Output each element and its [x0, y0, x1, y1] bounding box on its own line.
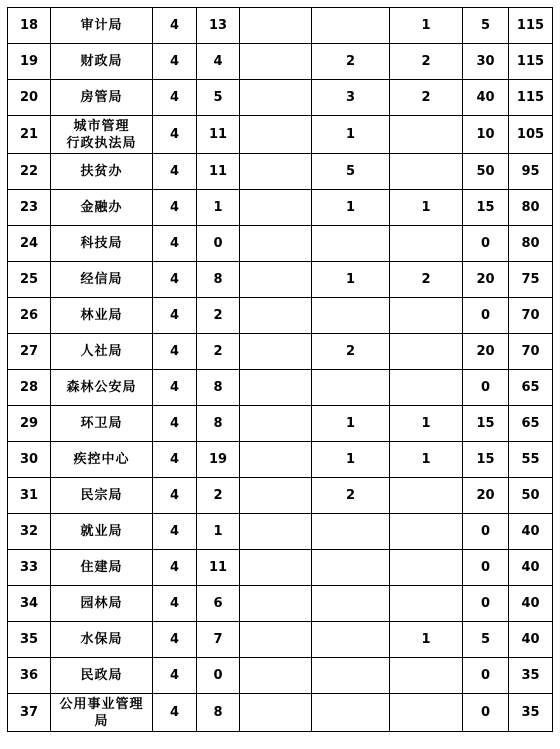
ranking-table — [7, 7, 553, 732]
score-col-3-cell — [240, 622, 312, 658]
table-row — [8, 406, 553, 442]
score-col-2-cell: 2 — [197, 334, 240, 370]
row-number-cell: 22 — [8, 154, 51, 190]
score-col-6-cell: 30 — [463, 44, 509, 80]
department-name-line: 环卫局 — [80, 416, 123, 431]
total-score-cell: 115 — [509, 44, 553, 80]
score-col-6-cell: 10 — [463, 116, 509, 154]
score-col-6-cell: 0 — [463, 226, 509, 262]
department-name-line: 城市管理 — [73, 118, 130, 134]
department-name-line: 民宗局 — [80, 488, 123, 503]
score-col-3-cell — [240, 44, 312, 80]
total-score-cell: 55 — [509, 442, 553, 478]
row-number-cell: 30 — [8, 442, 51, 478]
score-col-3-cell — [240, 226, 312, 262]
score-col-2-cell: 11 — [197, 116, 240, 154]
row-number-cell: 21 — [8, 116, 51, 154]
score-col-6-cell: 0 — [463, 694, 509, 732]
score-col-2-cell: 11 — [197, 550, 240, 586]
score-col-6-cell: 0 — [463, 658, 509, 694]
score-col-3-cell — [240, 298, 312, 334]
department-name-cell — [51, 116, 153, 154]
score-col-4-cell: 1 — [312, 442, 390, 478]
department-name-line: 财政局 — [80, 54, 123, 69]
total-score-cell: 40 — [509, 586, 553, 622]
score-col-6-cell: 20 — [463, 478, 509, 514]
department-name-cell — [51, 406, 153, 442]
total-score-cell: 75 — [509, 262, 553, 298]
department-name-cell — [51, 442, 153, 478]
department-name-line: 科技局 — [80, 236, 123, 251]
score-col-5-cell — [390, 586, 463, 622]
score-col-4-cell — [312, 298, 390, 334]
row-number-cell: 20 — [8, 80, 51, 116]
score-col-5-cell — [390, 694, 463, 732]
table-row — [8, 262, 553, 298]
score-col-4-cell — [312, 694, 390, 732]
ranking-table-body — [8, 8, 553, 732]
total-score-cell: 80 — [509, 190, 553, 226]
department-name-cell — [51, 478, 153, 514]
score-col-1-cell: 4 — [153, 298, 197, 334]
score-col-3-cell — [240, 154, 312, 190]
score-col-2-cell: 1 — [197, 514, 240, 550]
score-col-2-cell: 8 — [197, 694, 240, 732]
row-number-cell: 25 — [8, 262, 51, 298]
score-col-2-cell: 8 — [197, 262, 240, 298]
total-score-cell: 40 — [509, 622, 553, 658]
total-score-cell: 105 — [509, 116, 553, 154]
score-col-4-cell — [312, 370, 390, 406]
score-col-3-cell — [240, 370, 312, 406]
table-row — [8, 334, 553, 370]
department-name-line: 审计局 — [80, 18, 123, 33]
department-name-line: 水保局 — [80, 632, 123, 647]
score-col-5-cell — [390, 334, 463, 370]
department-name-line: 园林局 — [80, 596, 123, 611]
department-name-cell — [51, 298, 153, 334]
score-col-4-cell — [312, 550, 390, 586]
score-col-2-cell: 0 — [197, 226, 240, 262]
score-col-1-cell: 4 — [153, 550, 197, 586]
department-name-cell — [51, 262, 153, 298]
total-score-cell: 50 — [509, 478, 553, 514]
row-number-cell: 26 — [8, 298, 51, 334]
score-col-3-cell — [240, 190, 312, 226]
score-col-2-cell: 4 — [197, 44, 240, 80]
score-col-6-cell: 5 — [463, 622, 509, 658]
row-number-cell: 33 — [8, 550, 51, 586]
score-col-3-cell — [240, 8, 312, 44]
row-number-cell: 18 — [8, 8, 51, 44]
score-col-1-cell: 4 — [153, 694, 197, 732]
score-col-3-cell — [240, 116, 312, 154]
table-row — [8, 550, 553, 586]
score-col-5-cell — [390, 658, 463, 694]
score-col-6-cell: 40 — [463, 80, 509, 116]
score-col-1-cell: 4 — [153, 226, 197, 262]
score-col-2-cell: 0 — [197, 658, 240, 694]
score-col-2-cell: 8 — [197, 406, 240, 442]
score-col-6-cell: 5 — [463, 8, 509, 44]
department-name-cell — [51, 44, 153, 80]
score-col-6-cell: 0 — [463, 370, 509, 406]
score-col-1-cell: 4 — [153, 514, 197, 550]
table-row — [8, 370, 553, 406]
score-col-1-cell: 4 — [153, 658, 197, 694]
row-number-cell: 24 — [8, 226, 51, 262]
department-name-cell — [51, 154, 153, 190]
table-row — [8, 442, 553, 478]
table-row — [8, 514, 553, 550]
score-col-6-cell: 0 — [463, 586, 509, 622]
score-col-2-cell: 5 — [197, 80, 240, 116]
department-name-line: 森林公安局 — [66, 380, 137, 395]
department-name-cell — [51, 8, 153, 44]
row-number-cell: 32 — [8, 514, 51, 550]
department-name-cell — [51, 586, 153, 622]
score-col-5-cell: 1 — [390, 406, 463, 442]
score-col-3-cell — [240, 262, 312, 298]
score-col-5-cell — [390, 514, 463, 550]
department-name-line: 民政局 — [80, 668, 123, 683]
total-score-cell: 65 — [509, 370, 553, 406]
table-row — [8, 154, 553, 190]
total-score-cell: 95 — [509, 154, 553, 190]
score-col-1-cell: 4 — [153, 8, 197, 44]
department-name-line: 住建局 — [80, 560, 123, 575]
score-col-5-cell: 2 — [390, 80, 463, 116]
score-col-1-cell: 4 — [153, 262, 197, 298]
score-col-1-cell: 4 — [153, 190, 197, 226]
row-number-cell: 29 — [8, 406, 51, 442]
total-score-cell: 35 — [509, 658, 553, 694]
total-score-cell: 115 — [509, 8, 553, 44]
score-col-3-cell — [240, 478, 312, 514]
score-col-4-cell — [312, 514, 390, 550]
score-col-4-cell — [312, 8, 390, 44]
score-col-6-cell: 50 — [463, 154, 509, 190]
table-row — [8, 586, 553, 622]
department-name-line: 经信局 — [80, 272, 123, 287]
table-row — [8, 8, 553, 44]
department-name-line: 行政执法局 — [66, 135, 137, 151]
score-col-2-cell: 1 — [197, 190, 240, 226]
row-number-cell: 37 — [8, 694, 51, 732]
score-col-3-cell — [240, 694, 312, 732]
score-col-5-cell: 1 — [390, 622, 463, 658]
score-col-2-cell: 13 — [197, 8, 240, 44]
department-name-line: 金融办 — [80, 200, 123, 215]
score-col-6-cell: 15 — [463, 190, 509, 226]
score-col-2-cell: 11 — [197, 154, 240, 190]
department-name-cell — [51, 622, 153, 658]
score-col-6-cell: 20 — [463, 334, 509, 370]
row-number-cell: 23 — [8, 190, 51, 226]
table-row — [8, 226, 553, 262]
score-col-3-cell — [240, 586, 312, 622]
score-col-3-cell — [240, 442, 312, 478]
score-col-5-cell — [390, 226, 463, 262]
score-col-2-cell: 2 — [197, 478, 240, 514]
score-col-4-cell: 1 — [312, 190, 390, 226]
row-number-cell: 19 — [8, 44, 51, 80]
score-col-4-cell: 1 — [312, 116, 390, 154]
score-col-1-cell: 4 — [153, 44, 197, 80]
score-col-3-cell — [240, 406, 312, 442]
score-col-1-cell: 4 — [153, 370, 197, 406]
table-row — [8, 298, 553, 334]
score-col-3-cell — [240, 550, 312, 586]
table-row — [8, 44, 553, 80]
score-col-5-cell — [390, 298, 463, 334]
total-score-cell: 65 — [509, 406, 553, 442]
row-number-cell: 31 — [8, 478, 51, 514]
table-row — [8, 478, 553, 514]
score-col-6-cell: 0 — [463, 298, 509, 334]
total-score-cell: 70 — [509, 334, 553, 370]
score-col-5-cell: 2 — [390, 262, 463, 298]
table-row — [8, 694, 553, 732]
row-number-cell: 28 — [8, 370, 51, 406]
score-col-4-cell — [312, 226, 390, 262]
score-col-5-cell — [390, 370, 463, 406]
department-name-cell — [51, 226, 153, 262]
score-col-4-cell: 5 — [312, 154, 390, 190]
score-col-1-cell: 4 — [153, 154, 197, 190]
score-col-1-cell: 4 — [153, 406, 197, 442]
score-col-6-cell: 20 — [463, 262, 509, 298]
score-col-1-cell: 4 — [153, 116, 197, 154]
score-col-4-cell: 2 — [312, 478, 390, 514]
score-col-1-cell: 4 — [153, 442, 197, 478]
total-score-cell: 40 — [509, 514, 553, 550]
total-score-cell: 70 — [509, 298, 553, 334]
score-col-2-cell: 19 — [197, 442, 240, 478]
table-row — [8, 658, 553, 694]
department-name-line: 人社局 — [80, 344, 123, 359]
score-col-5-cell: 1 — [390, 8, 463, 44]
score-col-3-cell — [240, 514, 312, 550]
department-name-cell — [51, 80, 153, 116]
score-col-1-cell: 4 — [153, 622, 197, 658]
department-name-cell — [51, 658, 153, 694]
score-col-5-cell — [390, 478, 463, 514]
score-col-4-cell: 1 — [312, 262, 390, 298]
table-row — [8, 116, 553, 154]
score-col-4-cell: 2 — [312, 334, 390, 370]
score-col-4-cell: 1 — [312, 406, 390, 442]
department-name-line: 就业局 — [80, 524, 123, 539]
score-col-5-cell — [390, 154, 463, 190]
total-score-cell: 35 — [509, 694, 553, 732]
score-col-5-cell: 1 — [390, 442, 463, 478]
row-number-cell: 35 — [8, 622, 51, 658]
score-col-5-cell: 2 — [390, 44, 463, 80]
department-name-cell — [51, 190, 153, 226]
department-name-cell — [51, 514, 153, 550]
score-col-2-cell: 8 — [197, 370, 240, 406]
score-col-2-cell: 7 — [197, 622, 240, 658]
row-number-cell: 27 — [8, 334, 51, 370]
score-col-3-cell — [240, 80, 312, 116]
table-row — [8, 190, 553, 226]
department-name-line: 局 — [94, 713, 109, 729]
total-score-cell: 80 — [509, 226, 553, 262]
department-name-cell — [51, 370, 153, 406]
score-col-6-cell: 15 — [463, 406, 509, 442]
total-score-cell: 40 — [509, 550, 553, 586]
score-col-5-cell — [390, 550, 463, 586]
score-col-1-cell: 4 — [153, 478, 197, 514]
score-col-6-cell: 0 — [463, 514, 509, 550]
department-name-cell — [51, 334, 153, 370]
score-col-6-cell: 15 — [463, 442, 509, 478]
score-col-4-cell — [312, 658, 390, 694]
score-col-1-cell: 4 — [153, 80, 197, 116]
table-row — [8, 622, 553, 658]
score-col-1-cell: 4 — [153, 334, 197, 370]
score-col-3-cell — [240, 658, 312, 694]
department-name-line: 扶贫办 — [80, 164, 123, 179]
department-name-line: 林业局 — [80, 308, 123, 323]
department-name-cell — [51, 550, 153, 586]
score-col-4-cell — [312, 622, 390, 658]
row-number-cell: 34 — [8, 586, 51, 622]
total-score-cell: 115 — [509, 80, 553, 116]
score-col-5-cell — [390, 116, 463, 154]
department-name-line: 房管局 — [80, 90, 123, 105]
table-row — [8, 80, 553, 116]
score-col-4-cell — [312, 586, 390, 622]
department-name-line: 疾控中心 — [73, 452, 130, 467]
row-number-cell: 36 — [8, 658, 51, 694]
score-col-5-cell: 1 — [390, 190, 463, 226]
score-col-4-cell: 3 — [312, 80, 390, 116]
score-col-4-cell: 2 — [312, 44, 390, 80]
score-col-3-cell — [240, 334, 312, 370]
score-col-6-cell: 0 — [463, 550, 509, 586]
score-col-1-cell: 4 — [153, 586, 197, 622]
department-name-line: 公用事业管理 — [59, 696, 144, 712]
score-col-2-cell: 2 — [197, 298, 240, 334]
score-col-2-cell: 6 — [197, 586, 240, 622]
department-name-cell — [51, 694, 153, 732]
